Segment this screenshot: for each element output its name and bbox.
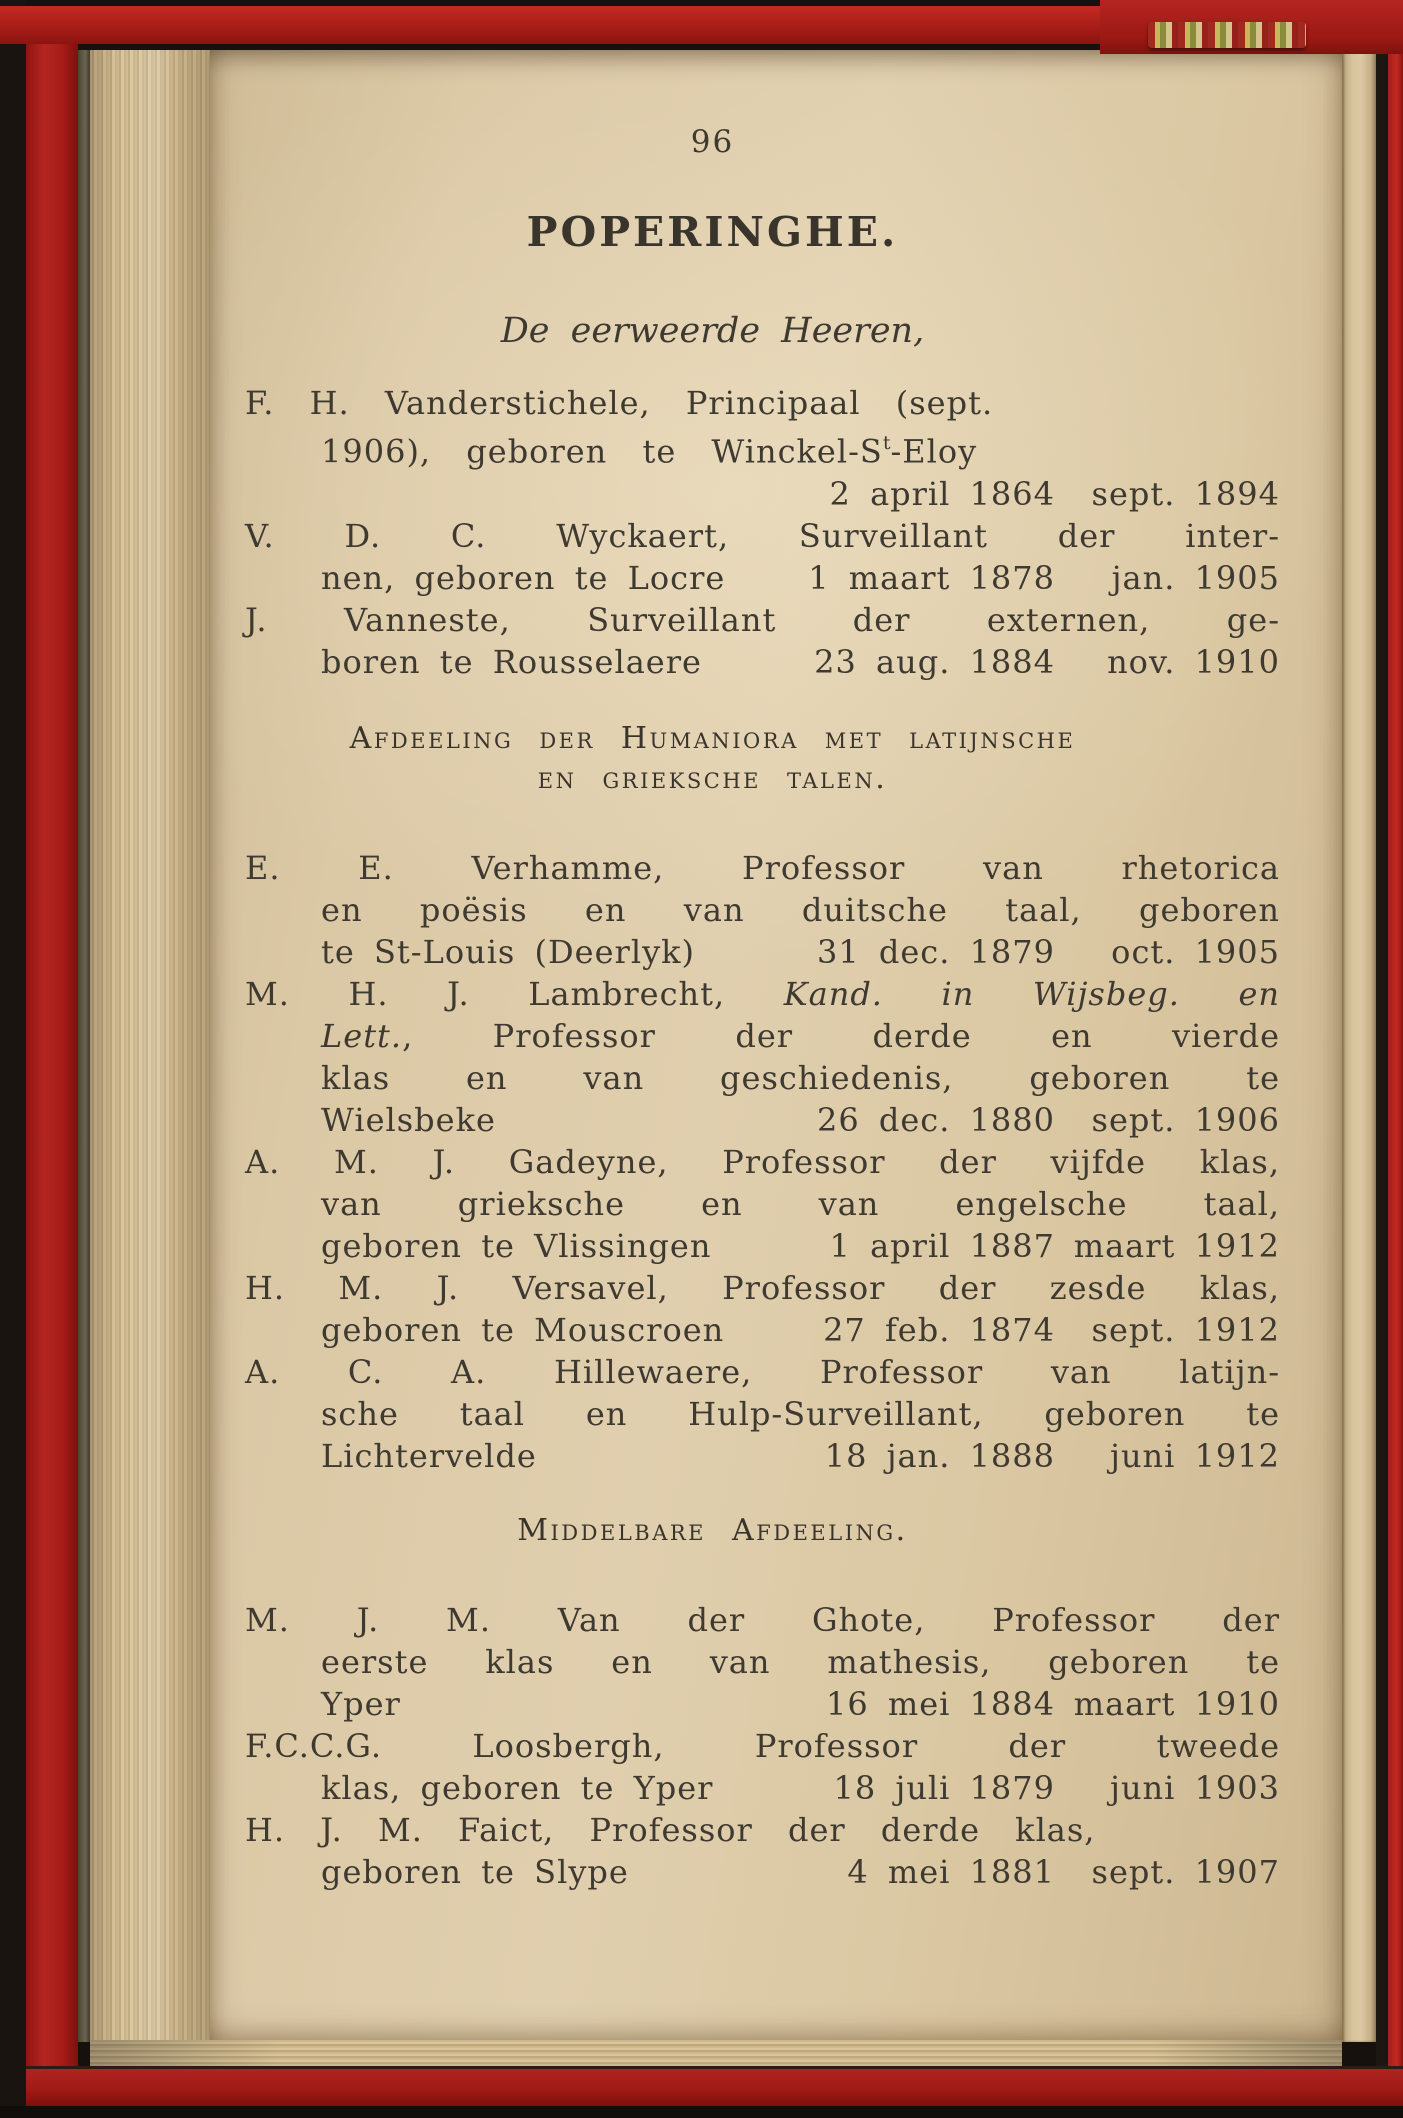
birth-date: 23 aug. 1884	[814, 642, 1055, 681]
right-shadow-gap	[1376, 0, 1388, 2118]
entry-dates-line	[245, 1851, 1280, 1893]
entry-line: F.C.C.G. Loosbergh, Professor der tweede	[245, 1726, 1280, 1765]
cover-edge-right	[1388, 0, 1403, 2110]
cover-edge-left	[26, 40, 78, 2068]
entry-line-text: te St-Louis (Deerlyk)	[321, 932, 696, 971]
entry-line	[245, 973, 1280, 1015]
entry-line-italic: Lett.	[321, 1016, 403, 1055]
intro-entries	[245, 382, 1280, 683]
entry-line: J. Vanneste, Surveillant der externen, ge-	[245, 600, 1280, 639]
birth-date: 26 dec. 1880	[816, 1100, 1055, 1139]
page-bottom-edges	[90, 2040, 1342, 2066]
entry-line-text: geboren te Slype	[321, 1852, 629, 1891]
birth-date: 31 dec. 1879	[816, 932, 1055, 971]
entry-dates-line	[245, 931, 1280, 973]
entry-line: H. J. M. Faict, Professor der derde klas,	[245, 1810, 1096, 1849]
appointment-date: sept. 1894	[1091, 474, 1280, 513]
entry-line: klas en van geschiedenis, geboren te	[321, 1058, 1280, 1097]
entry-line-text: boren te Rousselaere	[321, 642, 702, 681]
appointment-date: juni 1903	[1110, 1768, 1280, 1807]
section-heading-middelbare	[195, 1511, 1230, 1551]
next-page-edge	[1342, 50, 1376, 2042]
entry-line: H. M. J. Versavel, Professor der zesde klas,	[245, 1268, 1280, 1307]
entry-line: E. E. Verhamme, Professor van rhetorica	[245, 848, 1280, 887]
entry-line-text: Wielsbeke	[321, 1100, 496, 1139]
entry-line-text: Yper	[321, 1684, 401, 1723]
entry-line-text: M. H. J. Lambrecht,	[245, 974, 784, 1013]
section-heading-humaniora	[195, 719, 1230, 799]
cover-board-edge	[78, 50, 90, 2042]
birth-date: 16 mei 1884	[825, 1684, 1055, 1723]
appointment-date: nov. 1910	[1107, 642, 1280, 681]
entry-dates-line	[245, 641, 1280, 683]
page-title: POPERINGHE.	[526, 208, 899, 256]
entry-line-text: geboren te Vlissingen	[321, 1226, 712, 1265]
cover-edge-bottom	[26, 2066, 1403, 2106]
entry-line	[245, 424, 1280, 473]
entry-line: sche taal en Hulp-Surveillant, geboren te	[321, 1394, 1280, 1433]
birth-date: 1 april 1887	[829, 1226, 1055, 1265]
background-bottom-edge	[0, 2106, 1403, 2118]
entry-line: A. M. J. Gadeyne, Professor der vijfde klas,	[245, 1142, 1280, 1181]
entry-line: F. H. Vanderstichele, Principaal (sept.	[245, 384, 994, 422]
appointment-date: juni 1912	[1110, 1436, 1280, 1475]
appointment-date: maart 1912	[1073, 1226, 1280, 1265]
middelbare-entries	[245, 1599, 1280, 1893]
appointment-date: sept. 1907	[1091, 1852, 1280, 1891]
page-number: 96	[690, 124, 735, 160]
humaniora-entries	[245, 847, 1280, 1477]
book-page	[210, 50, 1342, 2040]
book-headband	[1148, 22, 1306, 48]
birth-date: 18 juli 1879	[833, 1768, 1055, 1807]
birth-date: 27 feb. 1874	[823, 1310, 1055, 1349]
superscript-t: t	[882, 432, 891, 454]
page-subtitle: De eerweerde Heeren,	[500, 311, 925, 351]
entry-line-text: geboren te Mouscroen	[321, 1310, 725, 1349]
section-heading-line: en grieksche talen.	[537, 760, 888, 796]
appointment-date: jan. 1905	[1111, 558, 1280, 597]
background-left-edge	[0, 0, 26, 2118]
entry-line-text: -Eloy	[890, 432, 978, 471]
entry-line-text: klas, geboren te Yper	[321, 1768, 714, 1807]
entry-line-text: 1906), geboren te Winckel-S	[321, 432, 883, 471]
entry-line: van grieksche en van engelsche taal,	[321, 1184, 1280, 1223]
entry-dates-line	[245, 1683, 1280, 1725]
entry-line: eerste klas en van mathesis, geboren te	[321, 1642, 1280, 1681]
birth-date: 4 mei 1881	[847, 1852, 1055, 1891]
appointment-date: oct. 1905	[1111, 932, 1280, 971]
birth-date: 1 maart 1878	[808, 558, 1055, 597]
entry-dates-line	[245, 1225, 1280, 1267]
entry-dates-line	[245, 1435, 1280, 1477]
entry-line-italic: Kand. in Wijsbeg. en	[783, 974, 1281, 1013]
entry-line-text: Lichtervelde	[321, 1436, 537, 1475]
entry-dates-line	[245, 1309, 1280, 1351]
entry-dates-line	[245, 557, 1280, 599]
entry-line: M. J. M. Van der Ghote, Professor der	[245, 1600, 1280, 1639]
entry-line	[245, 1015, 1280, 1057]
section-heading-line: Afdeeling der Humaniora met latijnsche	[349, 720, 1076, 756]
entry-line-text: nen, geboren te Locre	[321, 558, 726, 597]
page-stack-edges	[90, 50, 210, 2042]
appointment-date: maart 1910	[1073, 1684, 1280, 1723]
birth-date: 2 april 1864	[829, 474, 1055, 513]
entry-line-text: , Professor der derde en vierde	[402, 1016, 1280, 1055]
entry-line: en poësis en van duitsche taal, geboren	[321, 890, 1280, 929]
entry-dates-line	[245, 1099, 1280, 1141]
entry-line: A. C. A. Hillewaere, Professor van latijn-	[245, 1352, 1280, 1391]
appointment-date: sept. 1906	[1091, 1100, 1280, 1139]
entry-line: V. D. C. Wyckaert, Surveillant der inter-	[245, 516, 1280, 555]
appointment-date: sept. 1912	[1091, 1310, 1280, 1349]
entry-dates-line	[245, 1767, 1280, 1809]
section-heading-line: Middelbare Afdeeling.	[517, 1512, 908, 1548]
entry-dates-line	[245, 473, 1280, 515]
birth-date: 18 jan. 1888	[824, 1436, 1055, 1475]
